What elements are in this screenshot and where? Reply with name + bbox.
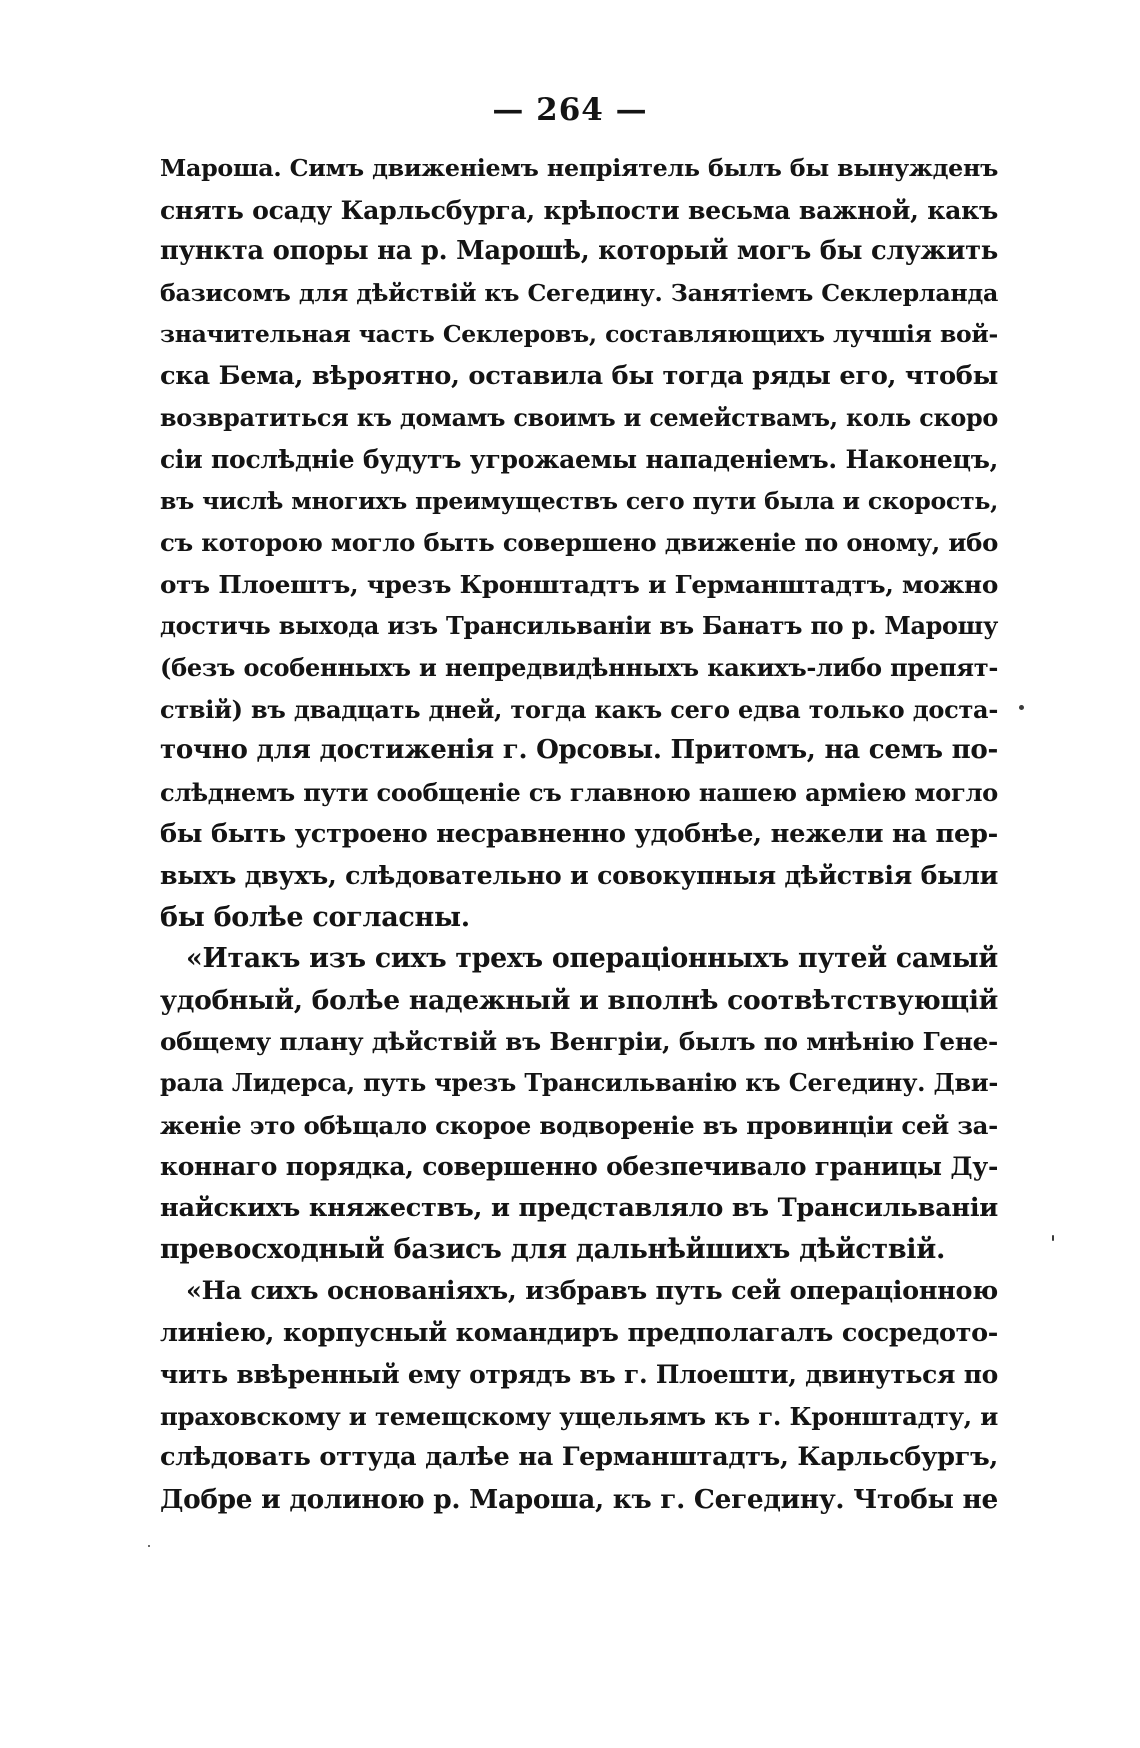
text-line: ска Бема, вѣроятно, оставила бы тогда ряды его, чтобы bbox=[160, 360, 998, 391]
text-line: общему плану дѣйствій въ Венгріи, былъ по мнѣнію Гене- bbox=[160, 1027, 998, 1057]
text-line: выхъ двухъ, слѣдовательно и совокупныя дѣйствія были bbox=[160, 860, 998, 891]
text-line: (безъ особенныхъ и непредвидѣнныхъ какихъ-либо препят- bbox=[160, 653, 998, 683]
text-line: слѣдовать оттуда далѣе на Германштадтъ, Карльсбургъ, bbox=[160, 1442, 998, 1473]
paragraph-1 bbox=[160, 148, 998, 938]
text-line: коннаго порядка, совершенно обезпечивало границы Ду- bbox=[160, 1152, 998, 1182]
paragraph-2 bbox=[160, 938, 998, 1271]
text-line: въ числѣ многихъ преимуществъ сего пути была и скорость, bbox=[160, 486, 998, 515]
text-line: удобный, болѣе надежный и вполнѣ соотвѣтствующій bbox=[160, 984, 998, 1016]
text-line: чить ввѣренный ему отрядъ въ г. Плоешти, двинуться по bbox=[160, 1360, 998, 1390]
text-line: «На сихъ основаніяхъ, избравъ путь сей операціонною bbox=[186, 1276, 998, 1307]
text-line: возвратиться къ домамъ своимъ и семействамъ, коль скоро bbox=[160, 403, 998, 432]
text-line: «Итакъ изъ сихъ трехъ операціонныхъ путей самый bbox=[186, 943, 998, 975]
text-line: точно для достиженія г. Орсовы. Притомъ, на семъ по- bbox=[160, 735, 998, 766]
print-speck bbox=[148, 1545, 150, 1547]
print-speck bbox=[1052, 1235, 1054, 1241]
text-line: слѣднемъ пути сообщеніе съ главною нашею арміею могло bbox=[160, 777, 998, 807]
text-line: бы болѣе согласны. bbox=[160, 901, 470, 933]
print-speck bbox=[1019, 705, 1024, 710]
text-line: снять осаду Карльсбурга, крѣпости весьма важной, какъ bbox=[160, 194, 998, 225]
text-line: праховскому и темещскому ущельямъ къ г. Кронштадту, и bbox=[160, 1401, 998, 1431]
paragraph-3 bbox=[160, 1271, 998, 1521]
text-line: пункта опоры на р. Марошѣ, который могъ бы служить bbox=[160, 236, 998, 267]
text-line: съ которою могло быть совершено движеніе по оному, ибо bbox=[160, 528, 998, 558]
text-line: Мароша. Симъ движеніемъ непріятель былъ бы вынужденъ bbox=[160, 154, 998, 182]
page-number: — 264 — bbox=[492, 92, 648, 128]
text-line: значительная часть Секлеровъ, составляющихъ лучшія вой- bbox=[160, 320, 998, 349]
text-line: найскихъ княжествъ, и представляло въ Трансильваніи bbox=[160, 1192, 998, 1223]
text-line: сіи послѣдніе будутъ угрожаемы нападеніемъ. Наконецъ, bbox=[160, 445, 998, 475]
body-text bbox=[160, 148, 998, 1521]
text-line: отъ Плоештъ, чрезъ Кронштадтъ и Германштадтъ, можно bbox=[160, 569, 998, 599]
text-line: достичь выхода изъ Трансильваніи въ Банатъ по р. Марошу bbox=[160, 611, 998, 640]
text-line: превосходный базисъ для дальнѣйшихъ дѣйствій. bbox=[160, 1234, 946, 1266]
text-line: базисомъ для дѣйствій къ Сегедину. Занятіемъ Секлерланда bbox=[160, 278, 998, 307]
text-line: бы быть устроено несравненно удобнѣе, нежели на пер- bbox=[160, 818, 998, 849]
text-line: женіе это обѣщало скорое водвореніе въ провинціи сей за- bbox=[160, 1110, 998, 1140]
text-line: Добре и долиною р. Мароша, къ г. Сегедину. Чтобы не bbox=[160, 1484, 998, 1515]
text-line: рала Лидерса, путь чрезъ Трансильванію къ Сегедину. Дви- bbox=[160, 1069, 998, 1098]
text-line: ствій) въ двадцать дней, тогда какъ сего едва только доста- bbox=[160, 694, 998, 724]
text-line: линіею, корпусный командиръ предполагалъ сосредото- bbox=[160, 1317, 998, 1348]
